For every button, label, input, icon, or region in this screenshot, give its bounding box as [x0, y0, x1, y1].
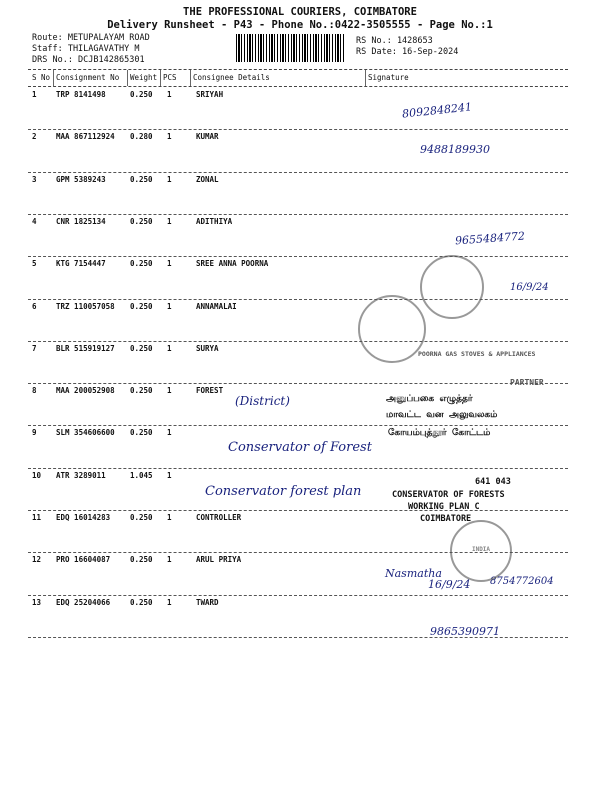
- stamp-tamil-2: மாவட்ட வன அலுவலகம்: [386, 410, 498, 420]
- cell-weight: 0.250: [130, 259, 153, 269]
- cell-consignee: ZONAL: [196, 174, 219, 184]
- cell-weight: 0.250: [130, 513, 153, 522]
- col-pcs: PCS: [163, 73, 177, 82]
- cell-sno: 12: [32, 555, 42, 565]
- barcode: [236, 34, 346, 62]
- handwriting-r12-name: Nasmatha: [385, 567, 442, 580]
- cell-weight: 0.250: [130, 90, 153, 99]
- cell-pcs: 1: [167, 597, 172, 607]
- row-divider: [28, 510, 568, 511]
- route: Route: METUPALAYAM ROAD: [32, 33, 150, 43]
- cell-weight: 0.250: [130, 597, 153, 607]
- cell-consignee: TWARD: [196, 597, 219, 607]
- stamp-tamil-1: அனுப்பகை எழுத்தர்: [386, 394, 473, 404]
- col-consignment: Consignment No: [56, 73, 120, 82]
- table-row: [0, 386, 600, 428]
- table-row: [0, 175, 600, 217]
- stamp-conservator: CONSERVATOR OF FORESTS: [392, 490, 505, 500]
- table-row: [0, 132, 600, 174]
- cell-consignment: ATR 3289011: [56, 470, 106, 480]
- cell-sno: 8: [32, 386, 37, 396]
- cell-weight: 0.250: [130, 555, 153, 565]
- handwriting-r5-date: 16/9/24: [510, 282, 549, 293]
- cell-sno: 9: [32, 428, 37, 438]
- cell-consignment: EDQ 25204066: [56, 597, 111, 607]
- cell-weight: 0.250: [130, 301, 153, 311]
- cell-pcs: 1: [167, 386, 172, 396]
- cell-consignment: MAA 200052908: [56, 386, 115, 396]
- handwriting-r8-note: (District): [235, 394, 290, 408]
- cell-sno: 7: [32, 343, 37, 353]
- cell-pcs: 1: [167, 259, 172, 269]
- col-consignee: Consignee Details: [193, 73, 270, 82]
- cell-pcs: 1: [167, 132, 172, 142]
- title: THE PROFESSIONAL COURIERS, COIMBATORE: [183, 6, 417, 18]
- handwriting-r4: 9655484772: [454, 229, 526, 248]
- cell-consignment: MAA 867112924: [56, 132, 115, 142]
- cell-consignment: KTG 7154447: [56, 259, 106, 269]
- row-divider: [28, 172, 568, 173]
- cell-consignee: FOREST: [196, 386, 224, 396]
- row-divider: [28, 383, 568, 384]
- cell-sno: 3: [32, 174, 37, 184]
- stamp-tamil-3: கோயம்புத்தூர் கோட்டம்: [388, 428, 491, 438]
- cell-pcs: 1: [167, 428, 172, 438]
- cell-weight: 0.250: [130, 428, 153, 438]
- cell-weight: 0.250: [130, 386, 153, 396]
- handwriting-r9-note: Conservator of Forest: [228, 440, 372, 455]
- staff: Staff: THILAGAVATHY M: [32, 44, 140, 54]
- cell-consignee: ANNAMALAI: [196, 301, 237, 311]
- row-divider: [28, 425, 568, 426]
- cell-sno: 11: [32, 513, 42, 522]
- cell-sno: 13: [32, 597, 42, 607]
- cell-consignment: PRO 16604087: [56, 555, 111, 565]
- row-divider: [28, 595, 568, 596]
- stamp-city: COIMBATORE: [420, 514, 472, 524]
- cell-pcs: 1: [167, 343, 172, 353]
- cell-weight: 0.280: [130, 132, 153, 142]
- table-row: [0, 259, 600, 301]
- row-divider: [28, 468, 568, 469]
- subtitle: Delivery Runsheet - P43 - Phone No.:0422-3505555 - Page No.:1: [107, 19, 493, 31]
- cell-consignee: SRIYAH: [196, 90, 224, 99]
- cell-consignee: SREE ANNA POORNA: [196, 259, 269, 269]
- cell-consignee: ADITHIYA: [196, 216, 233, 226]
- cell-pcs: 1: [167, 90, 172, 99]
- row-divider: [28, 256, 568, 257]
- stamp-partner: PARTNER: [510, 378, 544, 387]
- stamp-pin: 641 043: [475, 477, 511, 487]
- cell-pcs: 1: [167, 301, 172, 311]
- row-divider: [28, 299, 568, 300]
- cell-consignee: ARUL PRIYA: [196, 555, 242, 565]
- drs-number: DRS No.: DCJB142865301: [32, 55, 145, 65]
- row-divider: [28, 214, 568, 215]
- cell-consignment: BLR 515919127: [56, 343, 115, 353]
- cell-consignment: SLM 354606600: [56, 428, 115, 438]
- cell-consignment: TRP 8141498: [56, 90, 106, 99]
- cell-weight: 0.250: [130, 343, 153, 353]
- col-signature: Signature: [368, 73, 409, 82]
- cell-sno: 5: [32, 259, 37, 269]
- cell-sno: 4: [32, 216, 37, 226]
- cell-consignment: GPM 5389243: [56, 174, 106, 184]
- handwriting-r2: 9488189930: [420, 143, 490, 156]
- cell-consignee: CONTROLLER: [196, 513, 242, 522]
- cell-sno: 6: [32, 301, 37, 311]
- stamp-stoves: POORNA GAS STOVES & APPLIANCES: [418, 350, 536, 358]
- row-divider: [28, 129, 568, 130]
- col-sno: S No: [32, 73, 51, 82]
- cell-pcs: 1: [167, 216, 172, 226]
- cell-pcs: 1: [167, 555, 172, 565]
- row-divider: [28, 341, 568, 342]
- cell-weight: 0.250: [130, 174, 153, 184]
- cell-consignee: SURYA: [196, 343, 219, 353]
- handwriting-r12-date: 16/9/24: [428, 578, 471, 591]
- cell-consignment: EDQ 16014283: [56, 513, 111, 522]
- col-weight: Weight: [130, 73, 158, 82]
- stamp-circle-2: [358, 295, 426, 363]
- handwriting-r12-phone: 8754772604: [490, 576, 554, 587]
- cell-sno: 1: [32, 90, 37, 99]
- table-row: [0, 90, 600, 132]
- cell-pcs: 1: [167, 513, 172, 522]
- handwriting-r13-phone: 9865390971: [430, 625, 500, 638]
- stamp-circle-3: [450, 520, 512, 582]
- handwriting-r1: 8092848241: [401, 100, 473, 121]
- rs-number: RS No.: 1428653: [356, 36, 433, 46]
- stamp-working: WORKING PLAN C: [408, 502, 480, 512]
- stamp-circle-1: [420, 255, 484, 319]
- cell-consignee: KUMAR: [196, 132, 219, 142]
- cell-consignment: TRZ 110057058: [56, 301, 115, 311]
- rs-date: RS Date: 16-Sep-2024: [356, 47, 459, 57]
- table-row: [0, 302, 600, 344]
- cell-weight: 0.250: [130, 216, 153, 226]
- stamp-india: INDIA: [471, 546, 491, 553]
- cell-consignment: CNR 1825134: [56, 216, 106, 226]
- handwriting-r10-note: Conservator forest plan: [205, 484, 362, 499]
- cell-sno: 10: [32, 470, 42, 480]
- cell-pcs: 1: [167, 470, 172, 480]
- table-row: [0, 598, 600, 640]
- cell-weight: 1.045: [130, 470, 153, 480]
- cell-pcs: 1: [167, 174, 172, 184]
- cell-sno: 2: [32, 132, 37, 142]
